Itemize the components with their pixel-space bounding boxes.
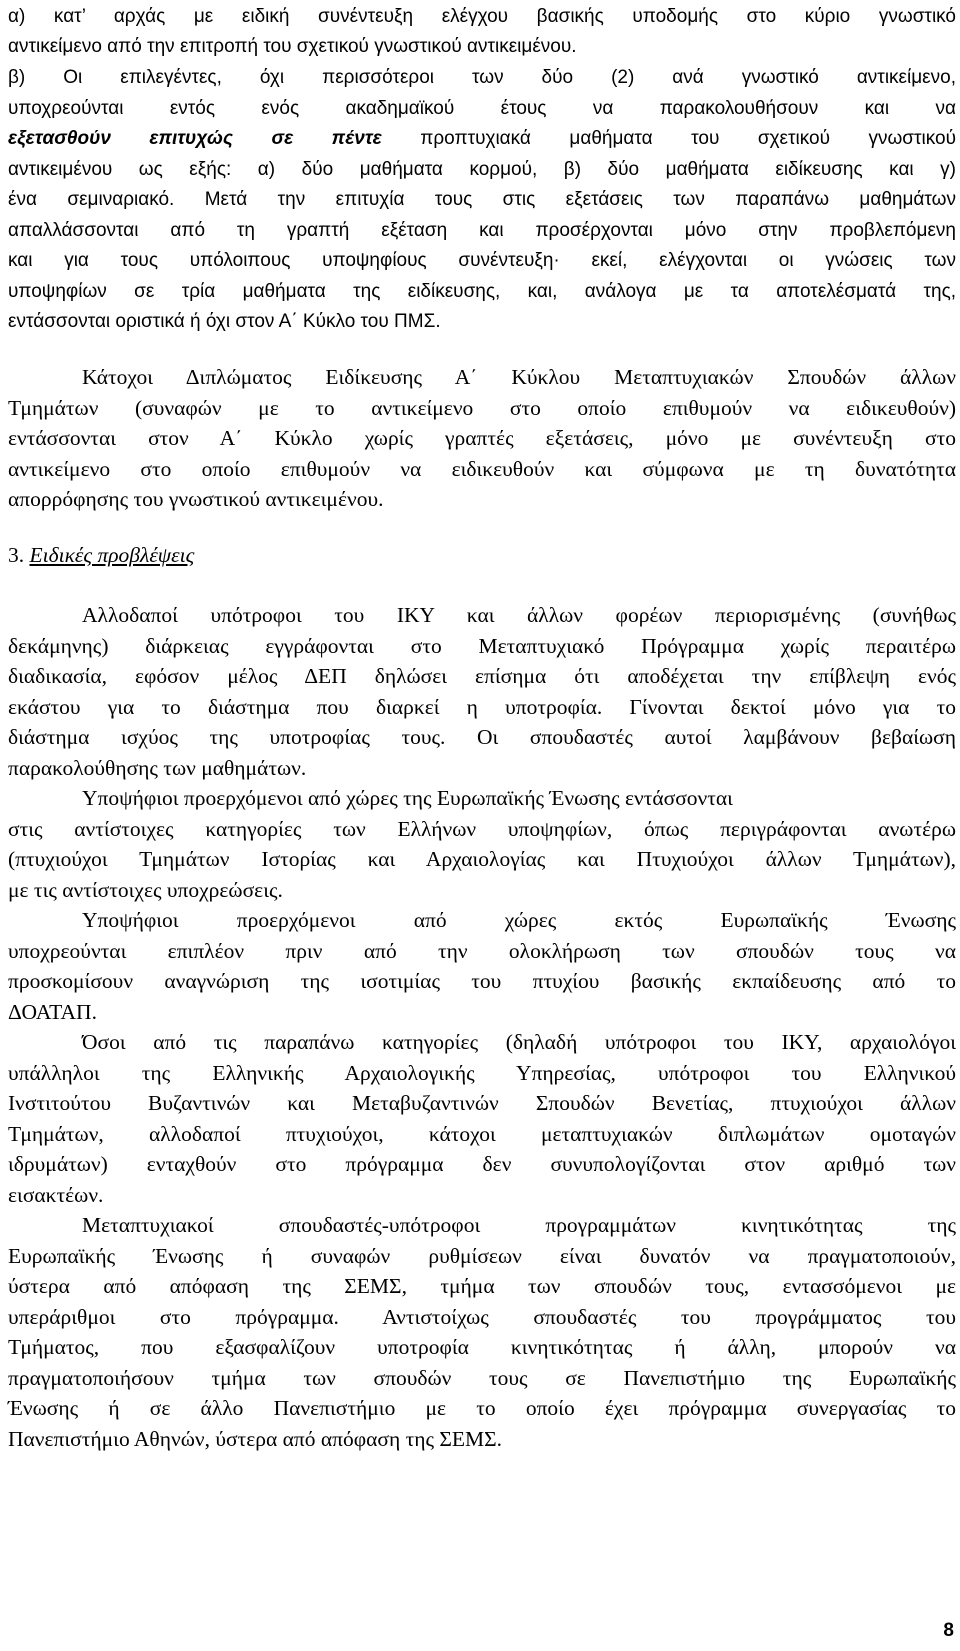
page-number: 8 xyxy=(943,1620,954,1641)
text-line: αντικειμένου ως εξής: α) δύο μαθήματα κορμού, β) δύο μαθήματα ειδίκευσης και γ) xyxy=(8,159,956,180)
text-line: με τις αντίστοιχες υποχρεώσεις. xyxy=(8,878,283,902)
heading-title: Ειδικές προβλέψεις xyxy=(29,543,195,567)
text-line: υποψηφίων σε τρία μαθήματα της ειδίκευσης, και, ανάλογα με τα αποτελέσματά της, xyxy=(8,281,956,302)
text-line: Όσοι από τις παραπάνω κατηγορίες (δηλαδή υπότροφοι του ΙΚΥ, αρχαιολόγοι xyxy=(82,1030,956,1054)
text-line: υποχρεούνται εντός ενός ακαδημαϊκού έτους να παρακολουθήσουν και να xyxy=(8,98,956,119)
text-line: Ινστιτούτου Βυζαντινών και Μεταβυζαντινών Σπουδών Βενετίας, πτυχιούχοι άλλων xyxy=(8,1091,956,1115)
text-line: (πτυχιούχοι Τμημάτων Ιστορίας και Αρχαιολογίας και Πτυχιούχοι άλλων Τμημάτων), xyxy=(8,847,956,871)
text-line: εισακτέων. xyxy=(8,1183,104,1207)
bold-phrase: εξετασθούν επιτυχώς σε πέντε xyxy=(8,128,382,149)
text-line: Τμημάτων (συναφών με το αντικείμενο στο οποίο επιθυμούν να ειδικευθούν) xyxy=(8,396,956,420)
text-line: και για τους υπόλοιπους υποψηφίους συνέντευξη· εκεί, ελέγχονται οι γνώσεις των xyxy=(8,250,956,271)
text-line: δεκάμηνης) διάρκειας εγγράφονται στο Μεταπτυχιακό Πρόγραμμα χωρίς περαιτέρω xyxy=(8,634,956,658)
text-line: Πανεπιστήμιο Αθηνών, ύστερα από απόφαση της ΣΕΜΣ. xyxy=(8,1427,503,1451)
text-line: αντικείμενο από την επιτροπή του σχετικού γνωστικού αντικειμένου. xyxy=(8,36,577,57)
text-line xyxy=(8,124,956,154)
text-line: αντικείμενο στο οποίο επιθυμούν να ειδικευθούν και σύμφωνα με τη δυνατότητα xyxy=(8,457,956,481)
text-line: Τμημάτων, αλλοδαποί πτυχιούχοι, κάτοχοι μεταπτυχιακών διπλωμάτων ομοταγών xyxy=(8,1122,956,1146)
text-line: ιδρυμάτων) ενταχθούν στο πρόγραμμα δεν συνυπολογίζονται στον αριθμό των xyxy=(8,1152,956,1176)
text-line: υπεράριθμοι στο πρόγραμμα. Αντιστοίχως σπουδαστές του προγράμματος του xyxy=(8,1305,956,1329)
text-line: υποχρεούνται επιπλέον πριν από την ολοκλήρωση των σπουδών τους να xyxy=(8,939,956,963)
text-span: προπτυχιακά μαθήματα του σχετικού γνωστικού xyxy=(420,128,956,149)
text-line: διάστημα ισχύος της υποτροφίας τους. Οι σπουδαστές αυτοί λαμβάνουν βεβαίωση xyxy=(8,725,956,749)
text-line: εντάσσονται οριστικά ή όχι στον Α΄ Κύκλο του ΠΜΣ. xyxy=(8,311,441,332)
text-line: Ένωσης ή σε άλλο Πανεπιστήμιο με το οποίο έχει πρόγραμμα συνεργασίας το xyxy=(8,1396,956,1420)
text-line: Υποψήφιοι προερχόμενοι από χώρες της Ευρωπαϊκής Ένωσης εντάσσονται xyxy=(82,786,733,810)
text-line: προσκομίσουν αναγνώριση της ισοτιμίας του πτυχίου βασικής εκπαίδευσης από το xyxy=(8,969,956,993)
section-heading xyxy=(8,540,956,570)
text-line: Μεταπτυχιακοί σπουδαστές-υπότροφοι προγραμμάτων κινητικότητας της xyxy=(82,1213,956,1237)
text-line: ύστερα από απόφαση της ΣΕΜΣ, τμήμα των σπουδών τους, εντασσόμενοι με xyxy=(8,1274,956,1298)
text-line: ένα σεμιναριακό. Μετά την επιτυχία τους στις εξετάσεις των παραπάνω μαθημάτων xyxy=(8,189,956,210)
text-line: εκάστου για το διάστημα που διαρκεί η υποτροφία. Γίνονται δεκτοί μόνο για το xyxy=(8,695,956,719)
text-line: β) Οι επιλεγέντες, όχι περισσότεροι των δύο (2) ανά γνωστικό αντικείμενο, xyxy=(8,67,956,88)
text-line: α) κατ’ αρχάς με ειδική συνέντευξη ελέγχου βασικής υποδομής στο κύριο γνωστικό xyxy=(8,6,956,27)
text-line: υπάλληλοι της Ελληνικής Αρχαιολογικής Υπηρεσίας, υπότροφοι του Ελληνικού xyxy=(8,1061,956,1085)
text-line: παρακολούθησης των μαθημάτων. xyxy=(8,756,307,780)
text-line: πραγματοποιήσουν τμήμα των σπουδών τους σε Πανεπιστήμιο της Ευρωπαϊκής xyxy=(8,1366,956,1390)
text-line: Υποψήφιοι προερχόμενοι από χώρες εκτός Ευρωπαϊκής Ένωσης xyxy=(82,908,956,932)
text-line: Αλλοδαποί υπότροφοι του ΙΚΥ και άλλων φορέων περιορισμένης (συνήθως xyxy=(82,603,956,627)
text-line: εντάσσονται στον Α΄ Κύκλο χωρίς γραπτές εξετάσεις, μόνο με συνέντευξη στο xyxy=(8,426,956,450)
text-line: Τμήματος, που εξασφαλίζουν υποτροφία κινητικότητας ή άλλη, μπορούν να xyxy=(8,1335,956,1359)
text-line: Ευρωπαϊκής Ένωσης ή συναφών ρυθμίσεων είναι δυνατόν να πραγματοποιούν, xyxy=(8,1244,956,1268)
text-line: Κάτοχοι Διπλώματος Ειδίκευσης Α΄ Κύκλου Μεταπτυχιακών Σπουδών άλλων xyxy=(82,365,956,389)
heading-number: 3. xyxy=(8,543,25,567)
text-line: διαδικασία, εφόσον μέλος ΔΕΠ δηλώσει επίσημα ότι αποδέχεται την επίβλεψη ενός xyxy=(8,664,956,688)
text-line: στις αντίστοιχες κατηγορίες των Ελλήνων υποψηφίων, όπως περιγράφονται ανωτέρω xyxy=(8,817,956,841)
text-line: απορρόφησης του γνωστικού αντικειμένου. xyxy=(8,487,384,511)
text-line: ΔΟΑΤΑΠ. xyxy=(8,1000,97,1024)
text-line: απαλλάσσονται από τη γραπτή εξέταση και προσέρχονται μόνο στην προβλεπόμενη xyxy=(8,220,956,241)
